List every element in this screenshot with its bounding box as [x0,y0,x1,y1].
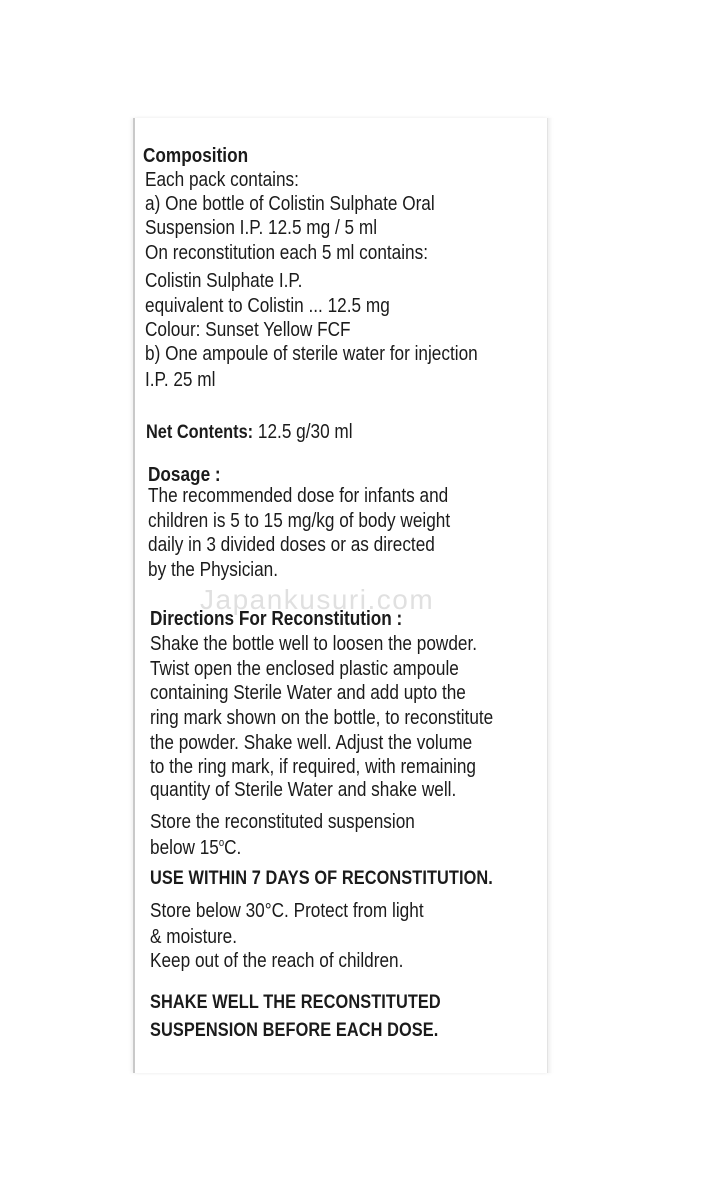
dosage-line: by the Physician. [148,559,279,581]
directions-line: Twist open the enclosed plastic ampoule [150,658,459,680]
directions-line: quantity of Sterile Water and shake well. [150,779,457,801]
composition-line: On reconstitution each 5 ml contains: [145,242,428,264]
composition-line: Each pack contains: [145,169,299,191]
directions-line: the powder. Shake well. Adjust the volume [150,732,473,754]
composition-line: Suspension I.P. 12.5 mg / 5 ml [145,217,378,239]
dosage-line: The recommended dose for infants and [148,485,449,507]
dosage-line: children is 5 to 15 mg/kg of body weight [148,510,451,532]
dosage-heading: Dosage : [148,464,221,486]
composition-heading: Composition [143,145,249,167]
directions-line: containing Sterile Water and add upto the [150,682,466,704]
net-contents-value: 12.5 g/30 ml [257,421,353,443]
temp-unit: C. [224,837,242,859]
use-within-notice: USE WITHIN 7 DAYS OF RECONSTITUTION. [150,868,493,889]
composition-line: Colour: Sunset Yellow FCF [145,319,351,341]
watermark: Japankusuri.com [200,584,435,615]
storage-line: & moisture. [150,926,237,948]
composition-line: equivalent to Colistin ... 12.5 mg [145,295,390,317]
reconstituted-storage-temp [150,838,241,858]
storage-line: Keep out of the reach of children. [150,950,404,972]
shake-warning-line: SUSPENSION BEFORE EACH DOSE. [150,1020,439,1041]
directions-line: to the ring mark, if required, with remaining [150,756,476,778]
dosage-line: daily in 3 divided doses or as directed [148,534,435,556]
net-contents-label: Net Contents: [146,422,254,443]
directions-line: ring mark shown on the bottle, to reconstitute [150,707,494,729]
directions-heading: Directions For Reconstitution : [150,608,403,630]
reconstituted-storage-line: Store the reconstituted suspension [150,811,415,833]
composition-line: a) One bottle of Colistin Sulphate Oral [145,193,435,215]
composition-line: Colistin Sulphate I.P. [145,270,303,292]
net-contents [146,422,353,442]
composition-line: I.P. 25 ml [145,369,216,391]
directions-line: Shake the bottle well to loosen the powder. [150,633,478,655]
shake-warning-line: SHAKE WELL THE RECONSTITUTED [150,992,441,1013]
storage-line: Store below 30°C. Protect from light [150,900,424,922]
temp-prefix: below 15 [150,837,219,859]
degree-symbol: o [218,837,225,849]
composition-line: b) One ampoule of sterile water for injection [145,343,478,365]
